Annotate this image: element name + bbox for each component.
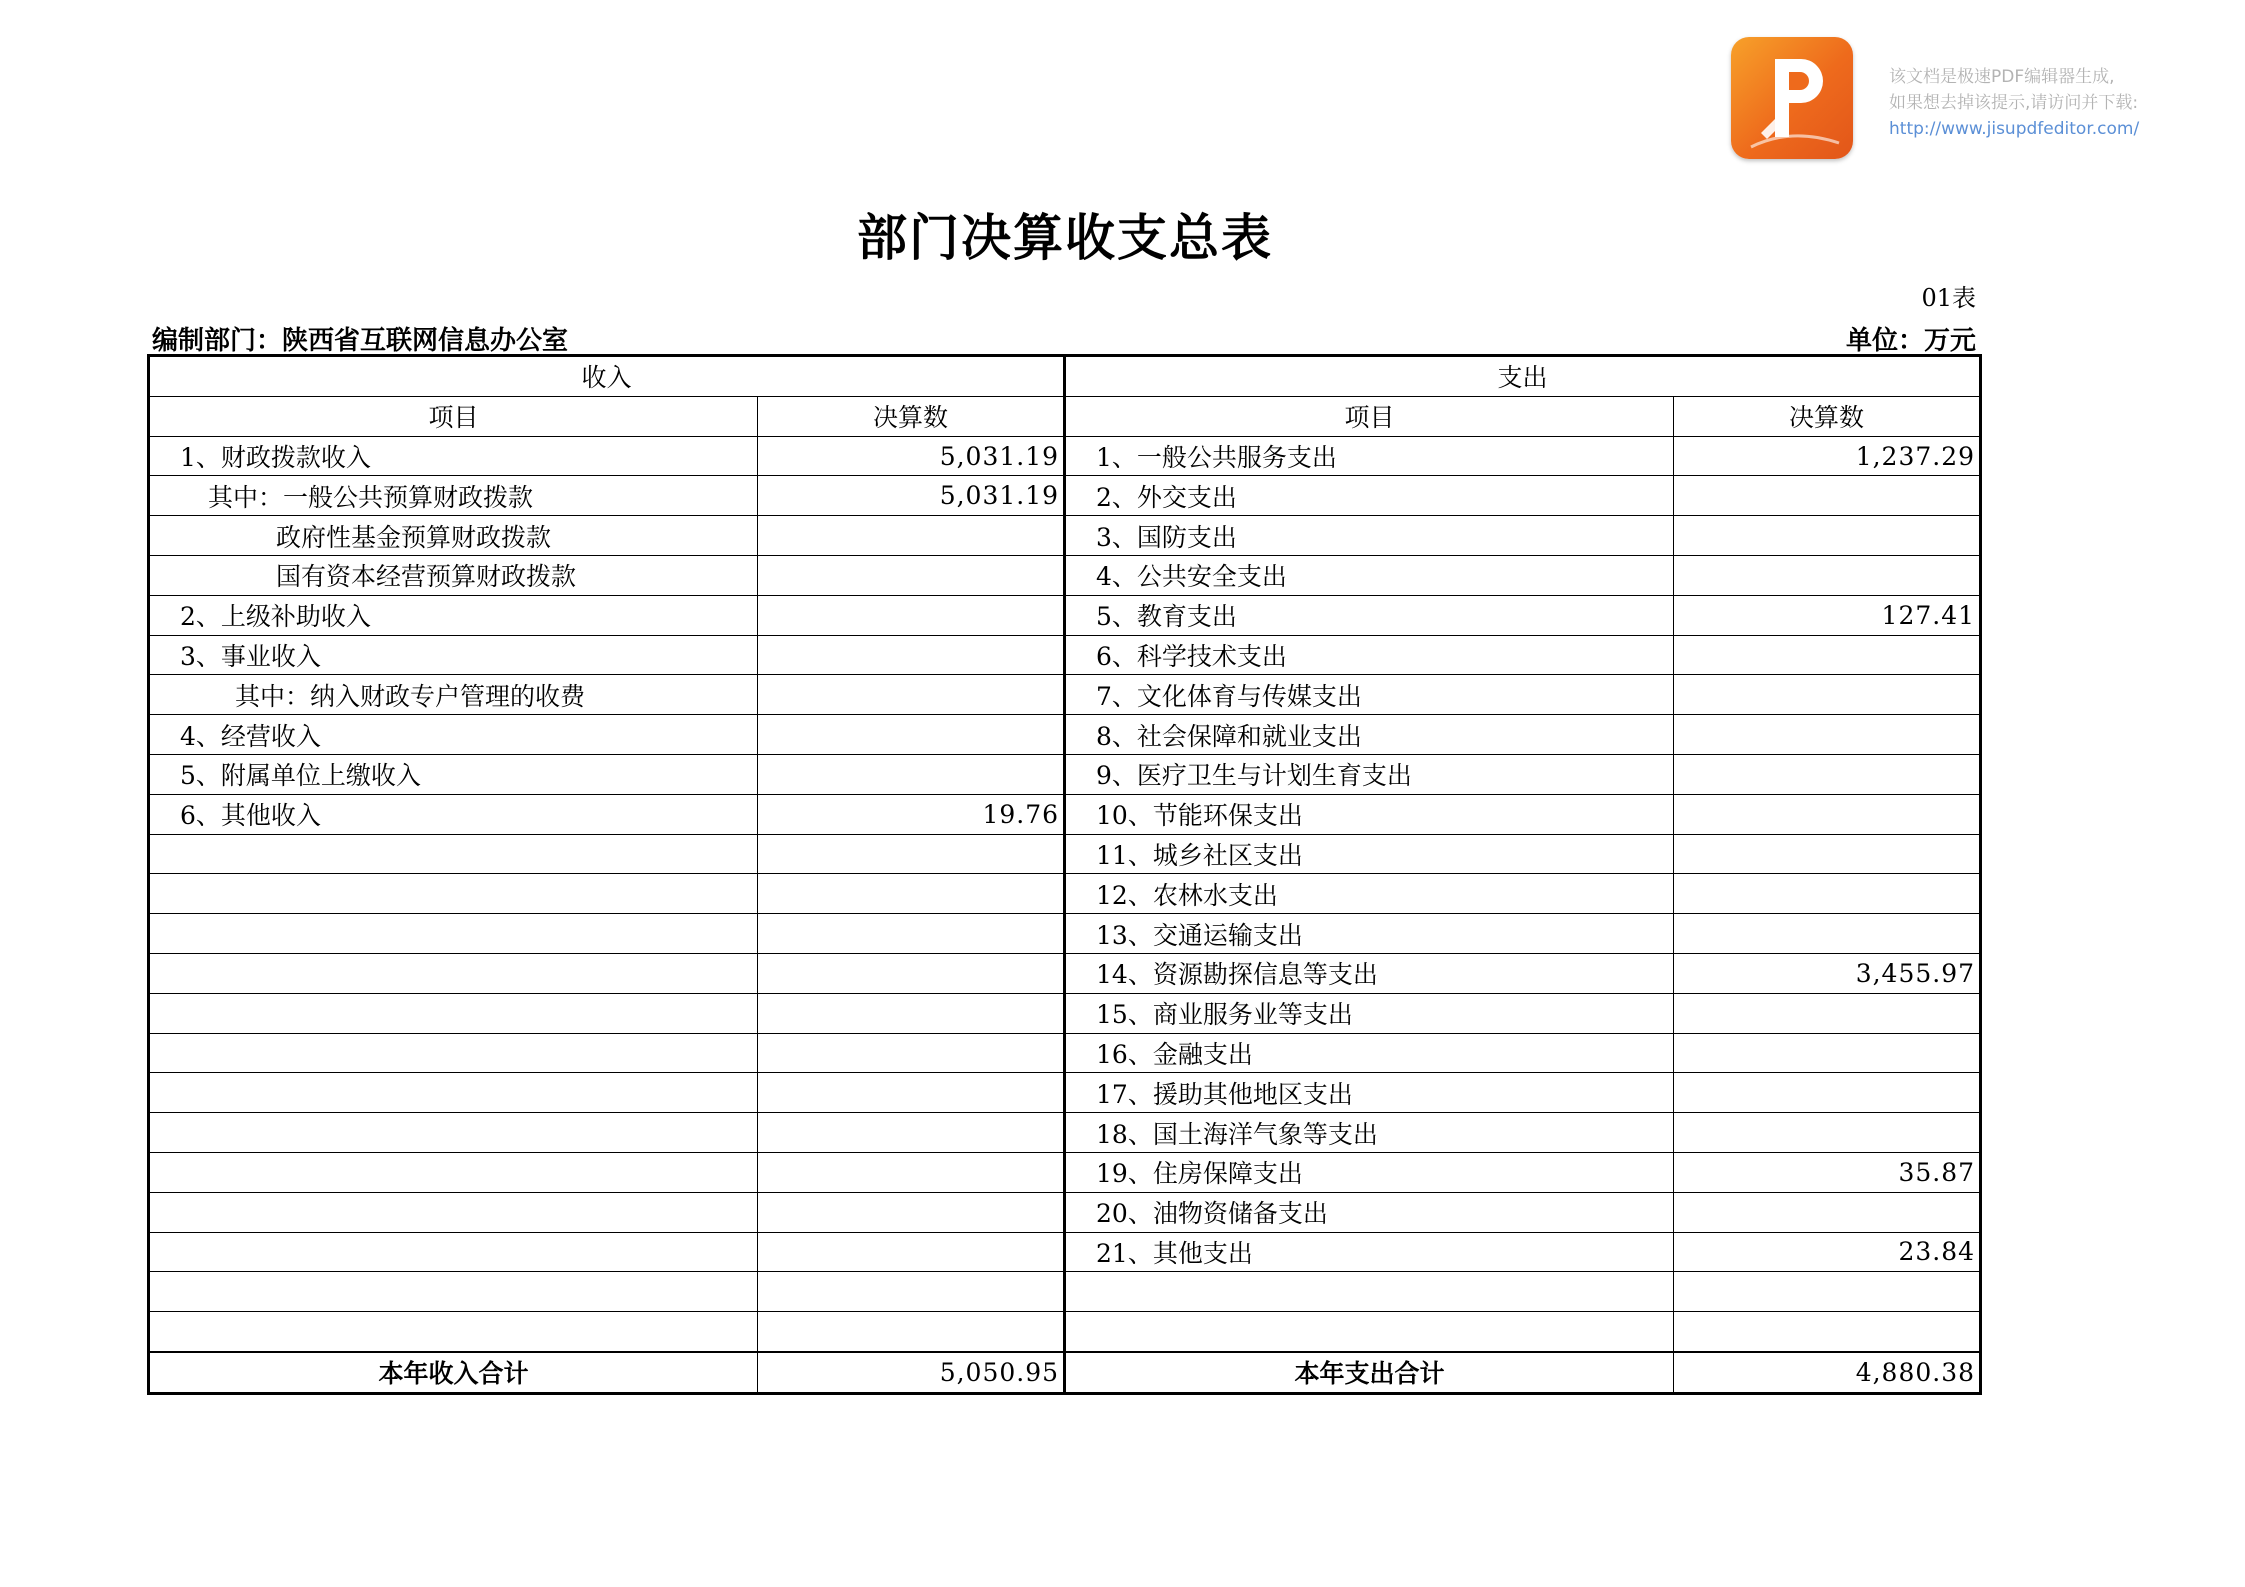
table-row	[149, 874, 1981, 914]
expense-amount-cell	[1674, 834, 1981, 874]
expense-item-cell: 12、农林水支出	[1065, 874, 1674, 914]
table-row	[149, 993, 1981, 1033]
income-amount-cell	[758, 953, 1065, 993]
table-row	[149, 953, 1981, 993]
expense-amount-cell	[1674, 1192, 1981, 1232]
income-item-cell	[149, 1073, 758, 1113]
income-item-cell: 政府性基金预算财政拨款	[149, 516, 758, 556]
expense-item-cell: 19、住房保障支出	[1065, 1152, 1674, 1192]
department-label: 编制部门：陕西省互联网信息办公室	[152, 326, 569, 356]
table-row	[149, 556, 1981, 596]
table-row	[149, 914, 1981, 954]
form-number: 01表	[1921, 284, 1976, 312]
income-item-cell	[149, 874, 758, 914]
expense-item-cell: 8、社会保障和就业支出	[1065, 715, 1674, 755]
expense-item-cell: 20、油物资储备支出	[1065, 1192, 1674, 1232]
expense-amount-cell	[1674, 516, 1981, 556]
table-row	[149, 1073, 1981, 1113]
expense-item-cell: 16、金融支出	[1065, 1033, 1674, 1073]
expense-amount-cell: 3,455.97	[1674, 953, 1981, 993]
income-item-cell: 6、其他收入	[149, 794, 758, 834]
expense-item-cell: 1、一般公共服务支出	[1065, 436, 1674, 476]
expense-item-cell: 3、国防支出	[1065, 516, 1674, 556]
table-row	[149, 1312, 1981, 1352]
table-row	[149, 834, 1981, 874]
expense-item-cell: 2、外交支出	[1065, 476, 1674, 516]
expense-amount-header: 决算数	[1674, 396, 1981, 436]
watermark-notice	[1889, 64, 2189, 142]
pdf-editor-logo-icon	[1731, 37, 1853, 159]
table-row	[149, 436, 1981, 476]
expense-item-cell: 14、资源勘探信息等支出	[1065, 953, 1674, 993]
table-row	[149, 516, 1981, 556]
income-amount-cell	[758, 754, 1065, 794]
income-amount-cell	[758, 1033, 1065, 1073]
expense-amount-cell	[1674, 993, 1981, 1033]
income-item-cell	[149, 1192, 758, 1232]
income-amount-cell	[758, 715, 1065, 755]
income-item-cell	[149, 1312, 758, 1352]
income-amount-cell	[758, 556, 1065, 596]
expense-amount-cell: 1,237.29	[1674, 436, 1981, 476]
income-amount-cell	[758, 874, 1065, 914]
income-header: 收入	[149, 356, 1065, 397]
expense-item-cell: 13、交通运输支出	[1065, 914, 1674, 954]
table-row	[149, 794, 1981, 834]
expense-amount-cell: 127.41	[1674, 595, 1981, 635]
expense-total-label: 本年支出合计	[1065, 1352, 1674, 1394]
expense-item-cell: 7、文化体育与传媒支出	[1065, 675, 1674, 715]
income-amount-cell	[758, 993, 1065, 1033]
table-row	[149, 635, 1981, 675]
watermark-line-1: 该文档是极速PDF编辑器生成,	[1889, 67, 2115, 87]
column-header-row	[149, 396, 1981, 436]
income-item-cell: 2、上级补助收入	[149, 595, 758, 635]
expense-item-cell	[1065, 1272, 1674, 1312]
income-item-cell	[149, 834, 758, 874]
unit-label: 单位：万元	[1845, 326, 1976, 356]
expense-item-cell: 15、商业服务业等支出	[1065, 993, 1674, 1033]
expense-amount-cell	[1674, 1272, 1981, 1312]
income-item-cell	[149, 914, 758, 954]
income-item-cell	[149, 953, 758, 993]
table-row	[149, 1033, 1981, 1073]
income-item-cell	[149, 1113, 758, 1153]
income-item-cell	[149, 1232, 758, 1272]
income-item-cell: 4、经营收入	[149, 715, 758, 755]
income-item-cell: 3、事业收入	[149, 635, 758, 675]
table-row	[149, 754, 1981, 794]
expense-amount-cell	[1674, 754, 1981, 794]
income-item-cell: 5、附属单位上缴收入	[149, 754, 758, 794]
income-item-cell: 国有资本经营预算财政拨款	[149, 556, 758, 596]
section-header-row	[149, 356, 1981, 397]
expense-amount-cell	[1674, 556, 1981, 596]
income-amount-cell	[758, 1272, 1065, 1312]
income-amount-cell: 5,031.19	[758, 476, 1065, 516]
expense-item-cell: 17、援助其他地区支出	[1065, 1073, 1674, 1113]
watermark-link[interactable]: http://www.jisupdfeditor.com/	[1889, 119, 2140, 139]
table-row	[149, 1232, 1981, 1272]
income-item-cell: 其中：纳入财政专户管理的收费	[149, 675, 758, 715]
table-row	[149, 715, 1981, 755]
expense-item-cell: 6、科学技术支出	[1065, 635, 1674, 675]
expense-item-cell: 11、城乡社区支出	[1065, 834, 1674, 874]
total-row	[149, 1352, 1981, 1394]
expense-total-amount: 4,880.38	[1674, 1352, 1981, 1394]
income-amount-cell	[758, 1312, 1065, 1352]
expense-amount-cell	[1674, 1033, 1981, 1073]
income-amount-cell: 5,031.19	[758, 436, 1065, 476]
expense-amount-cell	[1674, 794, 1981, 834]
expense-item-cell: 21、其他支出	[1065, 1232, 1674, 1272]
income-amount-cell	[758, 1113, 1065, 1153]
income-total-label: 本年收入合计	[149, 1352, 758, 1394]
income-item-cell: 其中：一般公共预算财政拨款	[149, 476, 758, 516]
expense-amount-cell	[1674, 675, 1981, 715]
income-amount-header: 决算数	[758, 396, 1065, 436]
income-amount-cell	[758, 1152, 1065, 1192]
income-item-cell	[149, 1033, 758, 1073]
expense-amount-cell	[1674, 1312, 1981, 1352]
income-amount-cell	[758, 516, 1065, 556]
table-row	[149, 595, 1981, 635]
income-total-amount: 5,050.95	[758, 1352, 1065, 1394]
expense-item-cell	[1065, 1312, 1674, 1352]
expense-item-header: 项目	[1065, 396, 1674, 436]
expense-amount-cell	[1674, 1113, 1981, 1153]
page-title: 部门决算收支总表	[857, 208, 1273, 267]
income-amount-cell	[758, 1073, 1065, 1113]
expense-item-cell: 10、节能环保支出	[1065, 794, 1674, 834]
expense-amount-cell	[1674, 715, 1981, 755]
expense-amount-cell	[1674, 1073, 1981, 1113]
income-amount-cell	[758, 675, 1065, 715]
expense-item-cell: 4、公共安全支出	[1065, 556, 1674, 596]
income-item-header: 项目	[149, 396, 758, 436]
table-row	[149, 476, 1981, 516]
table-row	[149, 1192, 1981, 1232]
expense-amount-cell: 23.84	[1674, 1232, 1981, 1272]
income-amount-cell	[758, 834, 1065, 874]
expense-item-cell: 9、医疗卫生与计划生育支出	[1065, 754, 1674, 794]
table-row	[149, 1272, 1981, 1312]
table-row	[149, 675, 1981, 715]
expense-amount-cell	[1674, 914, 1981, 954]
expense-amount-cell	[1674, 635, 1981, 675]
expense-amount-cell	[1674, 476, 1981, 516]
income-amount-cell	[758, 1232, 1065, 1272]
income-amount-cell	[758, 1192, 1065, 1232]
income-item-cell	[149, 993, 758, 1033]
table-row	[149, 1152, 1981, 1192]
budget-summary-table	[147, 354, 1982, 1395]
expense-amount-cell: 35.87	[1674, 1152, 1981, 1192]
income-amount-cell: 19.76	[758, 794, 1065, 834]
income-item-cell	[149, 1272, 758, 1312]
watermark-line-2: 如果想去掉该提示,请访问并下载:	[1889, 93, 2139, 113]
income-amount-cell	[758, 595, 1065, 635]
expense-amount-cell	[1674, 874, 1981, 914]
income-item-cell	[149, 1152, 758, 1192]
expense-item-cell: 5、教育支出	[1065, 595, 1674, 635]
income-amount-cell	[758, 914, 1065, 954]
table-row	[149, 1113, 1981, 1153]
income-item-cell: 1、财政拨款收入	[149, 436, 758, 476]
expense-header: 支出	[1065, 356, 1981, 397]
expense-item-cell: 18、国土海洋气象等支出	[1065, 1113, 1674, 1153]
income-amount-cell	[758, 635, 1065, 675]
